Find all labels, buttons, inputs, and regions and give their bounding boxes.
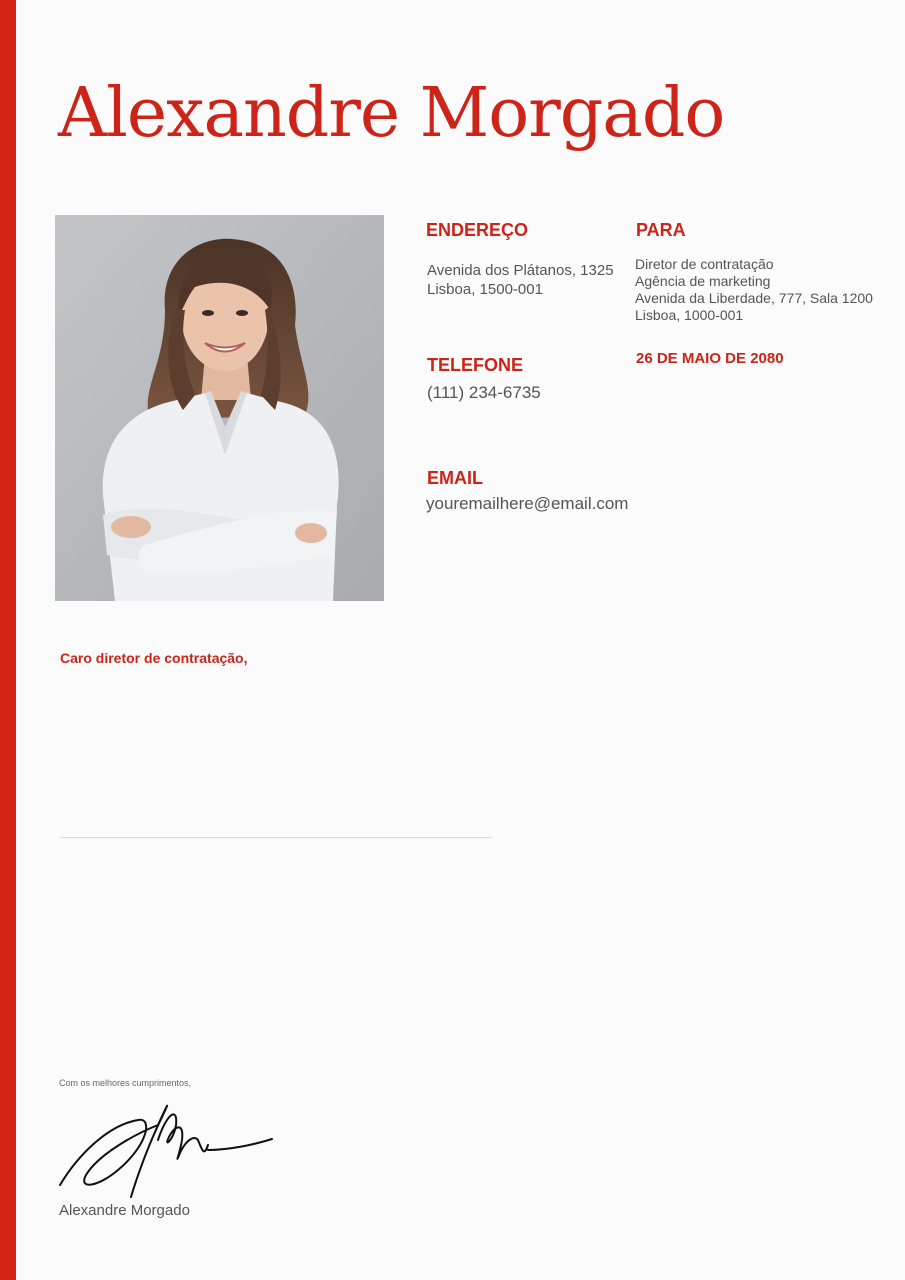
profile-photo xyxy=(55,215,384,601)
applicant-name-title: Alexandre Morgado xyxy=(58,74,725,153)
phone-label: TELEFONE xyxy=(427,355,524,375)
body-divider xyxy=(60,837,492,838)
recipient-street: Avenida da Liberdade, 777, Sala 1200 xyxy=(635,290,873,306)
accent-side-bar xyxy=(0,0,16,1280)
closing-phrase: Com os melhores cumprimentos, xyxy=(59,1078,192,1088)
handwritten-signature xyxy=(58,1095,278,1210)
letter-date: 26 DE MAIO DE 2080 xyxy=(636,350,784,367)
address-label: ENDEREÇO xyxy=(426,220,529,240)
recipient-company: Agência de marketing xyxy=(635,273,771,289)
letter-greeting: Caro diretor de contratação, xyxy=(60,650,248,666)
recipient-city: Lisboa, 1000-001 xyxy=(635,307,744,323)
phone-value: (111) 234-6735 xyxy=(427,383,541,402)
recipient-label: PARA xyxy=(636,220,686,240)
signer-name: Alexandre Morgado xyxy=(59,1202,190,1219)
recipient-block xyxy=(635,256,873,324)
address-block xyxy=(427,261,614,299)
address-street: Avenida dos Plátanos, 1325 xyxy=(427,262,614,279)
address-city: Lisboa, 1500-001 xyxy=(427,281,543,298)
email-value: youremailhere@email.com xyxy=(426,494,629,513)
email-label: EMAIL xyxy=(427,468,483,488)
recipient-title: Diretor de contratação xyxy=(635,256,774,272)
